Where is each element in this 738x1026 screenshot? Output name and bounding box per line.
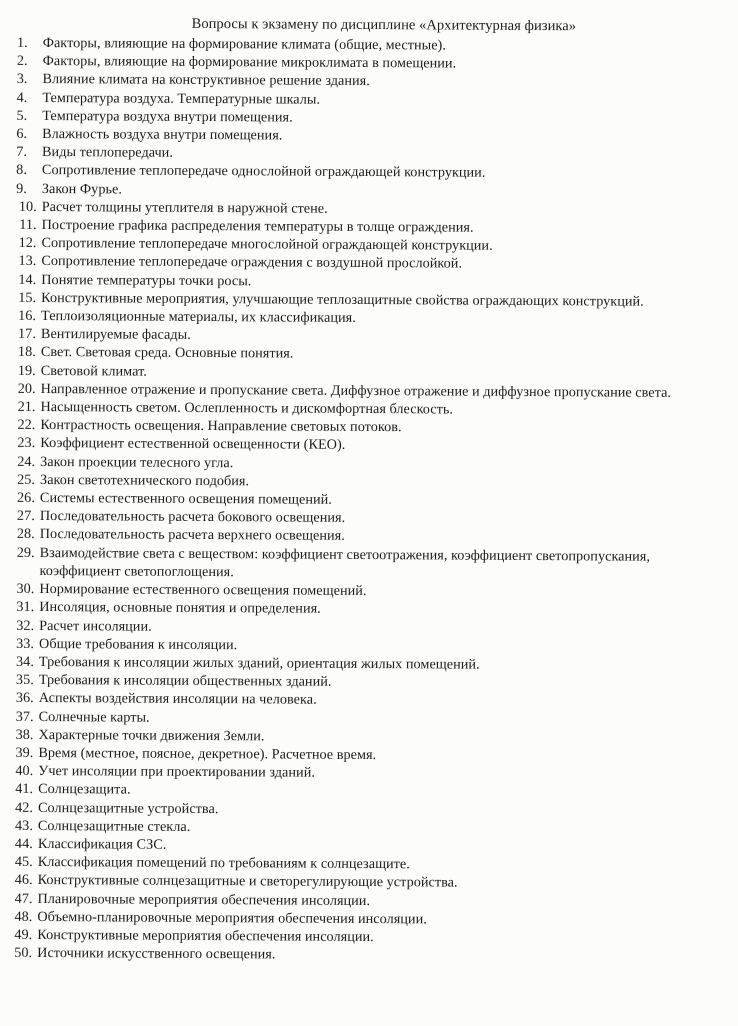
question-number: 9. xyxy=(16,180,27,197)
question-text: Расчет инсоляции. xyxy=(39,617,152,635)
question-text: Температура воздуха. Температурные шкалы. xyxy=(42,89,321,108)
question-text: Температура воздуха внутри помещения. xyxy=(42,107,293,126)
question-text: Требования к инсоляции жилых зданий, ориентация жилых помещений. xyxy=(38,653,480,673)
question-number: 47. xyxy=(14,890,33,907)
question-number: 34. xyxy=(16,653,34,670)
question-number: 19. xyxy=(17,362,36,379)
question-text: Коэффициент естественной освещенности (КЕО). xyxy=(40,435,346,454)
question-number: 42. xyxy=(15,799,34,816)
question-number: 6. xyxy=(16,125,28,142)
question-number: 41. xyxy=(15,781,34,798)
question-number: 20. xyxy=(17,380,36,397)
question-list xyxy=(0,34,738,967)
question-number: 15. xyxy=(18,289,37,306)
question-number: 32. xyxy=(16,617,35,634)
question-text: Классификация СЗС. xyxy=(37,835,167,853)
question-text: Влияние климата на конструктивное решение здания. xyxy=(42,71,370,90)
question-number: 40. xyxy=(15,762,34,780)
question-text: Объемно-планировочные мероприятия обеспечения инсоляции. xyxy=(37,908,427,928)
question-number: 1. xyxy=(16,34,28,51)
question-text: Последовательность расчета верхнего освещения. xyxy=(39,526,345,545)
question-text: Солнечные карты. xyxy=(38,708,150,726)
question-number: 29. xyxy=(16,544,35,561)
question-number: 3. xyxy=(16,71,28,88)
page-title-text: Вопросы к экзамену по дисциплине «Архитектурная физика» xyxy=(191,15,577,35)
question-number: 10. xyxy=(18,198,37,215)
question-text: Солнцезащитные стекла. xyxy=(37,817,191,835)
question-text: Насыщенность светом. Ослепленность и дискомфортная блескость. xyxy=(40,399,454,418)
question-text: Взаимодействие света с веществом: коэффициент светоотражения, коэффициент светопропускания, коэффициент светопоглощения. xyxy=(39,544,651,581)
question-number: 21. xyxy=(17,398,36,416)
question-text: Конструктивные солнцезащитные и светорегулирующие устройства. xyxy=(37,872,458,891)
question-number: 11. xyxy=(19,216,37,234)
question-number: 48. xyxy=(14,908,33,925)
question-text: Солнцезащитные устройства. xyxy=(38,799,219,817)
question-number: 44. xyxy=(14,835,33,852)
question-item xyxy=(0,944,732,967)
question-text: Факторы, влияющие на формирование микроклимата в помещении. xyxy=(42,53,457,72)
question-text: Учет инсоляции при проектировании зданий. xyxy=(38,763,316,781)
question-text: Виды теплопередачи. xyxy=(42,144,174,162)
question-text: Нормирование естественного освещения помещений. xyxy=(39,581,367,600)
question-text: Закон Фурье. xyxy=(41,180,123,198)
question-number: 37. xyxy=(15,708,34,725)
question-number: 7. xyxy=(16,144,28,161)
question-text: Сопротивление теплопередаче однослойной ограждающей конструкции. xyxy=(41,162,486,182)
question-text: Планировочные мероприятия обеспечения инсоляции. xyxy=(37,890,371,909)
question-text: Последовательность расчета бокового освещения. xyxy=(39,508,346,527)
question-number: 8. xyxy=(16,162,28,179)
question-number: 27. xyxy=(16,508,35,525)
question-text: Сопротивление теплопередаче ограждения с воздушной прослойкой. xyxy=(41,253,463,273)
question-number: 13. xyxy=(18,253,37,270)
question-text: Инсоляция, основные понятия и определения. xyxy=(39,599,321,618)
question-number: 24. xyxy=(17,453,36,470)
question-text: Факторы, влияющие на формирование климата (общие, местные). xyxy=(42,35,446,54)
question-text: Конструктивные мероприятия, улучшающие теплозащитные свойства ограждающих конструкций. xyxy=(41,289,644,310)
question-number: 31. xyxy=(16,599,35,616)
question-number: 45. xyxy=(14,853,33,871)
page-title xyxy=(0,14,738,37)
question-number: 2. xyxy=(16,53,28,70)
question-text: Вентилируемые фасады. xyxy=(40,326,191,344)
question-text: Время (местное, поясное, декретное). Расчетное время. xyxy=(38,744,377,763)
question-text: Влажность воздуха внутри помещения. xyxy=(42,126,283,144)
question-number: 17. xyxy=(18,326,37,343)
question-item xyxy=(0,543,735,584)
question-text: Закон проекции телесного угла. xyxy=(40,453,234,471)
question-number: 23. xyxy=(17,435,36,452)
question-number: 43. xyxy=(15,817,33,834)
question-text: Источники искусственного освещения. xyxy=(37,945,276,963)
question-number: 28. xyxy=(16,526,35,543)
question-text: Конструктивные мероприятия обеспечения инсоляции. xyxy=(37,926,374,945)
question-number: 26. xyxy=(17,489,36,507)
question-text: Закон светотехнического подобия. xyxy=(40,471,250,490)
question-number: 4. xyxy=(16,89,28,106)
question-text: Требования к инсоляции общественных зданий. xyxy=(38,672,332,690)
question-number: 25. xyxy=(17,471,36,488)
question-number: 5. xyxy=(16,107,28,124)
question-number: 46. xyxy=(14,872,33,889)
question-number: 33. xyxy=(16,635,35,652)
question-text: Классификация помещений по требованиям к солнцезащите. xyxy=(37,854,410,873)
question-text: Световой климат. xyxy=(40,362,147,380)
question-number: 22. xyxy=(17,417,36,434)
question-text: Теплоизоляционные материалы, их классификация. xyxy=(41,308,356,326)
question-text: Построение графика распределения температуры в толще ограждения. xyxy=(41,217,474,236)
question-text: Характерные точки движения Земли. xyxy=(38,726,265,745)
question-number: 39. xyxy=(15,744,34,761)
question-text: Расчет толщины утеплителя в наружной стене. xyxy=(41,198,328,217)
question-text: Направленное отражение и пропускание света. Диффузное отражение и диффузное пропускание света. xyxy=(40,380,672,401)
question-number: 36. xyxy=(15,690,34,707)
question-number: 50. xyxy=(14,945,33,962)
question-text: Системы естественного освещения помещений. xyxy=(39,490,332,508)
question-number: 12. xyxy=(18,235,37,252)
question-number: 38. xyxy=(15,726,34,743)
question-number: 18. xyxy=(17,344,36,361)
question-text: Общие требования к инсоляции. xyxy=(39,635,238,653)
question-number: 16. xyxy=(18,307,37,325)
question-number: 35. xyxy=(15,671,34,689)
question-text: Понятие температуры точки росы. xyxy=(41,271,252,289)
question-text: Солнцезащита. xyxy=(38,781,131,798)
question-text: Сопротивление теплопередаче многослойной ограждающей конструкции. xyxy=(41,235,493,254)
question-number: 30. xyxy=(16,580,35,598)
question-text: Аспекты воздействия инсоляции на человека. xyxy=(38,690,317,709)
question-number: 49. xyxy=(14,926,33,943)
question-text: Контрастность освещения. Направление световых потоков. xyxy=(40,417,402,436)
question-text: Свет. Световая среда. Основные понятия. xyxy=(40,344,294,362)
question-number: 14. xyxy=(18,271,37,288)
